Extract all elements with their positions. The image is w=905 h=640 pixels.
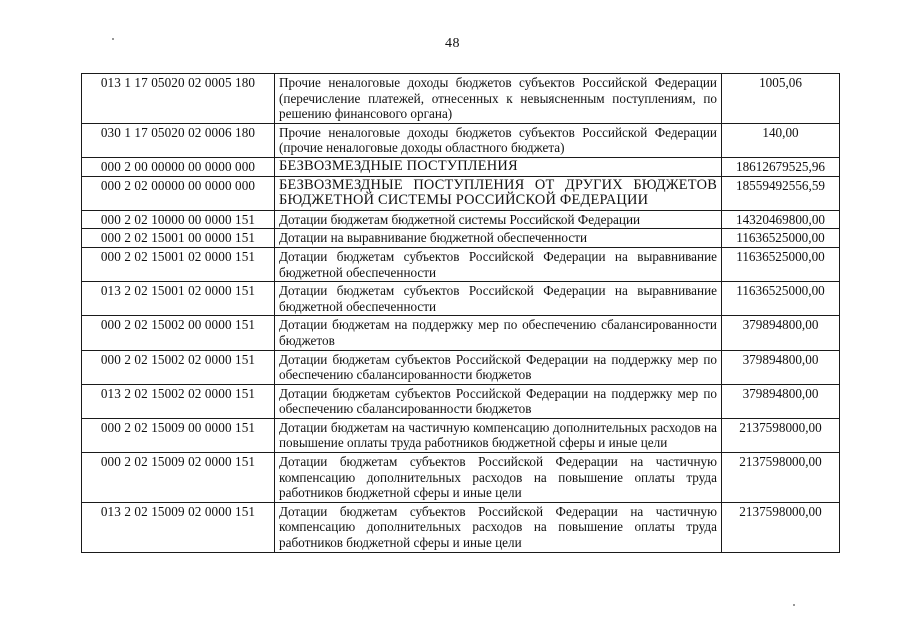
budget-revenue-table [81,73,840,553]
amount-cell: 2137598000,00 [722,502,840,552]
budget-code-cell: 000 2 02 15002 02 0000 151 [82,350,275,384]
scan-speck [793,604,795,606]
table-row [82,74,840,124]
amount-cell: 2137598000,00 [722,453,840,503]
table-row [82,384,840,418]
amount-cell: 140,00 [722,123,840,157]
budget-code-cell: 013 2 02 15001 02 0000 151 [82,282,275,316]
budget-code-cell: 013 1 17 05020 02 0005 180 [82,74,275,124]
budget-code-cell: 000 2 00 00000 00 0000 000 [82,157,275,176]
budget-code-cell: 000 2 02 15002 00 0000 151 [82,316,275,350]
amount-cell: 379894800,00 [722,316,840,350]
amount-cell: 2137598000,00 [722,418,840,452]
table-row [82,176,840,210]
amount-cell: 11636525000,00 [722,229,840,248]
table-row [82,157,840,176]
scan-speck [112,38,114,40]
table-row [82,247,840,281]
amount-cell: 18559492556,59 [722,176,840,210]
table-body [82,74,840,553]
budget-code-cell: 000 2 02 15001 00 0000 151 [82,229,275,248]
description-cell: Прочие неналоговые доходы бюджетов субъектов Российской Федерации (перечисление платежей, отнесенных к невыясненным поступлениям, по решению финансового органа) [275,74,722,124]
amount-cell: 18612679525,96 [722,157,840,176]
description-cell: Дотации на выравнивание бюджетной обеспеченности [275,229,722,248]
budget-code-cell: 000 2 02 00000 00 0000 000 [82,176,275,210]
description-cell: БЕЗВОЗМЕЗДНЫЕ ПОСТУПЛЕНИЯ [275,157,722,176]
description-cell: Дотации бюджетам субъектов Российской Федерации на выравнивание бюджетной обеспеченности [275,247,722,281]
table-row [82,350,840,384]
table-row [82,502,840,552]
budget-code-cell: 013 2 02 15002 02 0000 151 [82,384,275,418]
budget-code-cell: 030 1 17 05020 02 0006 180 [82,123,275,157]
table-row [82,453,840,503]
amount-cell: 11636525000,00 [722,247,840,281]
budget-code-cell: 000 2 02 15009 00 0000 151 [82,418,275,452]
amount-cell: 14320469800,00 [722,210,840,229]
table-row [82,316,840,350]
description-cell: Дотации бюджетам субъектов Российской Федерации на частичную компенсацию дополнительных расходов на повышение оплаты труда работников бюджетной сферы и иные цели [275,453,722,503]
amount-cell: 1005,06 [722,74,840,124]
description-cell: Дотации бюджетам субъектов Российской Федерации на поддержку мер по обеспечению сбалансированности бюджетов [275,384,722,418]
description-cell: Дотации бюджетам субъектов Российской Федерации на поддержку мер по обеспечению сбалансированности бюджетов [275,350,722,384]
table-row [82,210,840,229]
description-cell: Дотации бюджетам на поддержку мер по обеспечению сбалансированности бюджетов [275,316,722,350]
table-row [82,229,840,248]
description-cell: БЕЗВОЗМЕЗДНЫЕ ПОСТУПЛЕНИЯ ОТ ДРУГИХ БЮДЖЕТОВ БЮДЖЕТНОЙ СИСТЕМЫ РОССИЙСКОЙ ФЕДЕРАЦИИ [275,176,722,210]
description-cell: Дотации бюджетам на частичную компенсацию дополнительных расходов на повышение оплаты труда работников бюджетной сферы и иные цели [275,418,722,452]
budget-code-cell: 000 2 02 15009 02 0000 151 [82,453,275,503]
description-cell: Дотации бюджетам бюджетной системы Российской Федерации [275,210,722,229]
amount-cell: 379894800,00 [722,384,840,418]
amount-cell: 11636525000,00 [722,282,840,316]
description-cell: Дотации бюджетам субъектов Российской Федерации на выравнивание бюджетной обеспеченности [275,282,722,316]
page-number: 48 [445,36,460,51]
budget-code-cell: 013 2 02 15009 02 0000 151 [82,502,275,552]
budget-code-cell: 000 2 02 10000 00 0000 151 [82,210,275,229]
description-cell: Прочие неналоговые доходы бюджетов субъектов Российской Федерации (прочие неналоговые доходы областного бюджета) [275,123,722,157]
table-row [82,282,840,316]
budget-code-cell: 000 2 02 15001 02 0000 151 [82,247,275,281]
table-row [82,418,840,452]
description-cell: Дотации бюджетам субъектов Российской Федерации на частичную компенсацию дополнительных расходов на повышение оплаты труда работников бюджетной сферы и иные цели [275,502,722,552]
amount-cell: 379894800,00 [722,350,840,384]
table-row [82,123,840,157]
